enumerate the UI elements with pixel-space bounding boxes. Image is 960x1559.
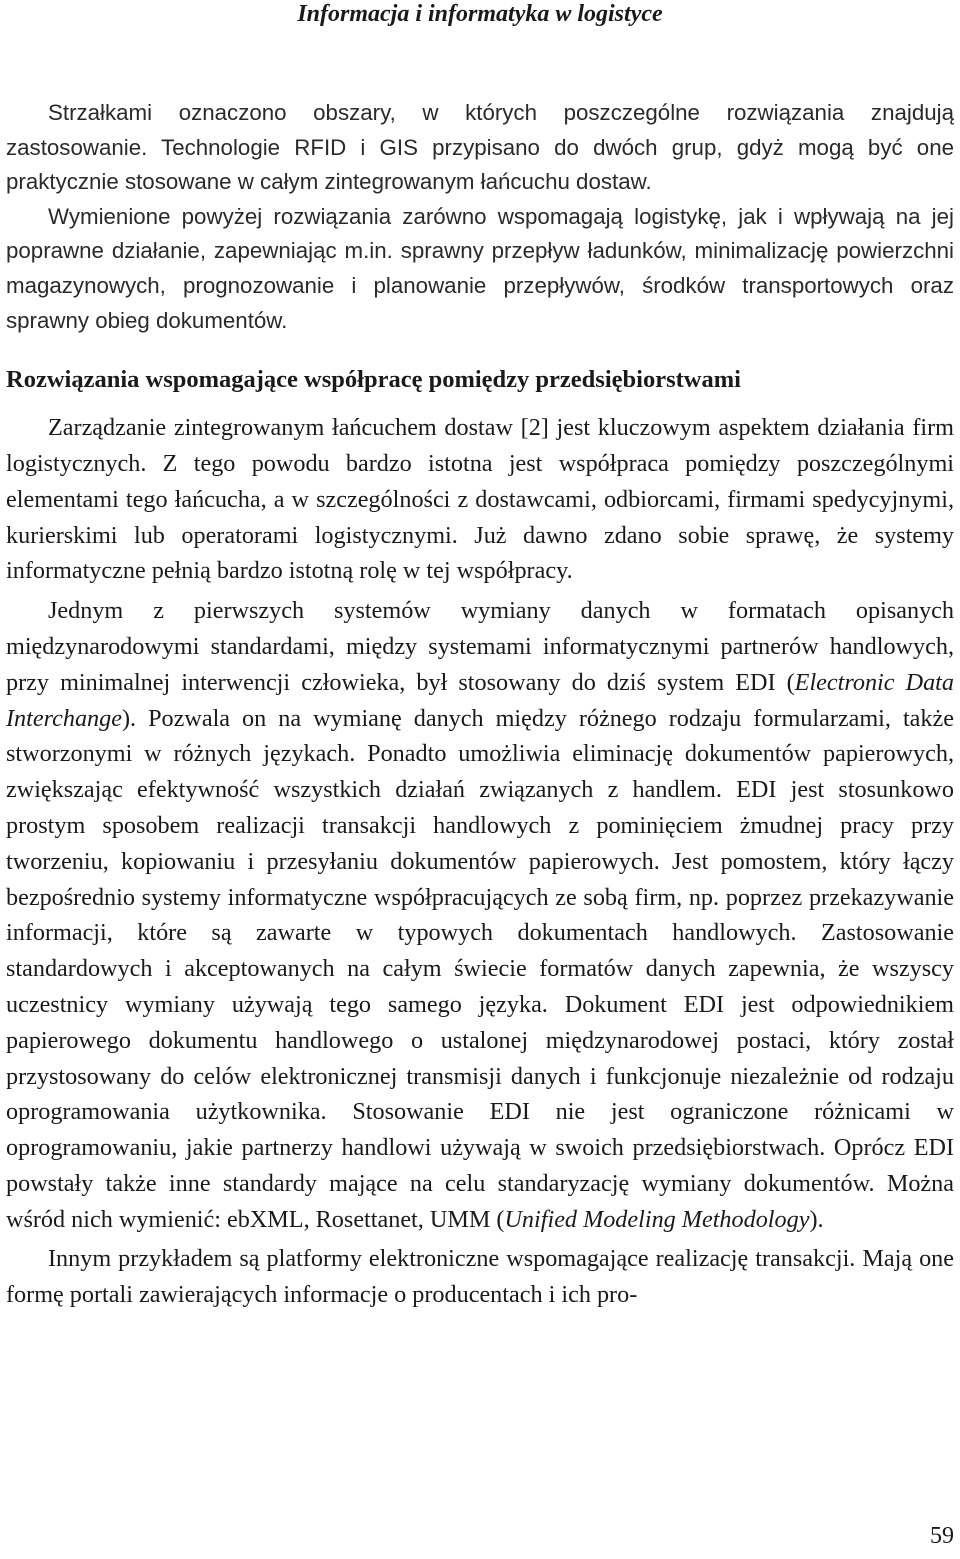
umm-term: Unified Modeling Methodology <box>504 1205 810 1233</box>
edi-term: Electronic Data Interchange <box>6 668 954 732</box>
running-header: Informacja i informatyka w logistyce <box>297 1 663 27</box>
paragraph-4-part-a: Jednym z pierwszych systemów wymiany danych w formatach opisanych międzynarodowymi standardami, między systemami informatycznymi partnerów handlowych, przy minimalnej interwencji człowieka, był stosowany do dziś system EDI ( <box>6 597 954 696</box>
section-heading: Rozwiązania wspomagające współpracę pomiędzy przedsiębiorstwami <box>6 366 741 394</box>
paragraph-4-part-b: ). Pozwala on na wymianę danych między różnego rodzaju formularzami, także stworzonymi w różnych językach. Ponadto umożliwia eliminację dokumentów papierowych, zwiększając efektywność wszystkich działań związanych z handlem. EDI jest stosunkowo prostym sposobem realizacji transakcji handlowych z pominięciem żmudnej pracy przy tworzeniu, kopiowaniu i przesyłaniu dokumentów papierowych. Jest pomostem, który łączy bezpośrednio systemy informatyczne współpracujących ze sobą firm, np. poprzez przekazywanie informacji, które są zawarte w typowych dokumentach handlowych. Zastosowanie standardowych i akceptowanych na całym świecie formatów danych zapewnia, że wszyscy uczestnicy wymiany używają tego samego języka. Dokument EDI jest odpowiednikiem papierowego dokumentu handlowego o ustalonej międzynarodowej postaci, który został przystosowany do celów elektronicznej transmisji danych i funkcjonuje niezależnie od rodzaju oprogramowania użytkownika. Stosowanie EDI nie jest ograniczone różnicami w oprogramowaniu, jakie partnerzy handlowi używają w swoich przedsiębiorstwach. Oprócz EDI powstały także inne standardy mające na celu standaryzację wymiany dokumentów. Można wśród nich wymienić: ebXML, Rosettanet, UMM ( <box>6 704 954 1233</box>
paragraph-3: Zarządzanie zintegrowanym łańcuchem dostaw [2] jest kluczowym aspektem działania firm logistycznych. Z tego powodu bardzo istotna jest współpraca pomiędzy poszczególnymi elementami tego łańcucha, a w szczególności z dostawcami, odbiorcami, firmami spedycyjnymi, kurierskimi lub operatorami logistycznymi. Już dawno zdano sobie sprawę, że systemy informatyczne pełnią bardzo istotną rolę w tej współpracy. <box>6 414 954 585</box>
paragraph-4-part-c: ). <box>809 1205 824 1233</box>
paragraph-5: Innym przykładem są platformy elektroniczne wspomagające realizację transakcji. Mają one formę portali zawierających informacje o producentach i ich pro- <box>6 1245 954 1309</box>
page-number: 59 <box>930 1523 954 1549</box>
paragraph-1: Strzałkami oznaczono obszary, w których poszczególne rozwiązania znajdują zastosowanie. Technologie RFID i GIS przypisano do dwóch grup, gdyż mogą być one praktycznie stosowane w całym zintegrowanym łańcuchu dostaw. <box>6 100 954 195</box>
paragraph-2: Wymienione powyżej rozwiązania zarówno wspomagają logistykę, jak i wpływają na jej poprawne działanie, zapewniając m.in. sprawny przepływ ładunków, minimalizację powierzchni magazynowych, prognozowanie i planowanie przepływów, środków transportowych oraz sprawny obieg dokumentów. <box>6 203 954 333</box>
page-body <box>6 96 954 1313</box>
paragraph-4 <box>6 593 954 1237</box>
